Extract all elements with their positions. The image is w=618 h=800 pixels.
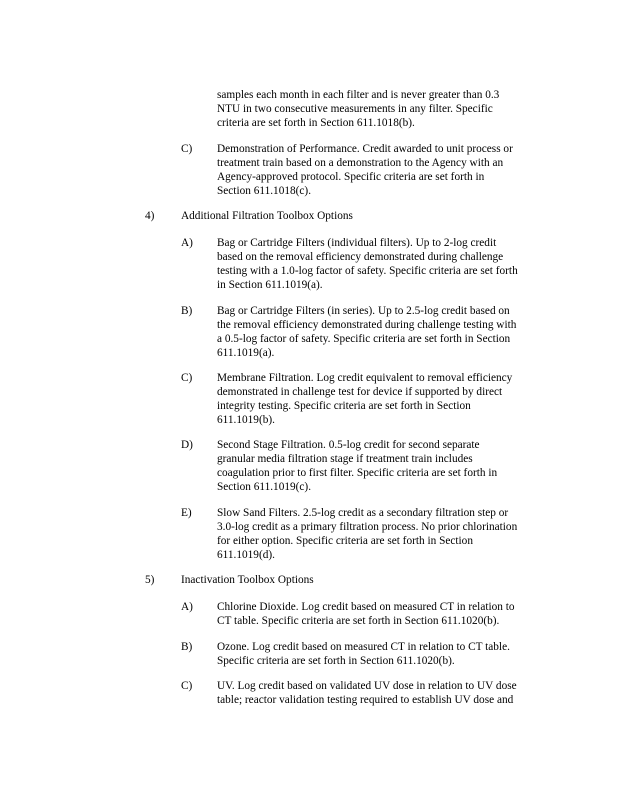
section-4-item-e-text: Slow Sand Filters. 2.5-log credit as a secondary filtration step or 3.0-log credit as a primary filtration process. No prior chlorination for either option. Specific criteria are set forth in Section 611.1019(d). [217, 507, 518, 561]
section-4-item-a-label: A) [181, 237, 193, 249]
section-4-item-d-text: Second Stage Filtration. 0.5-log credit for second separate granular media filtration stage if treatment train includes coagulation prior to first filter. Specific criteria are set forth in Section 611.1019(c). [217, 439, 498, 493]
section-5-item-c-text: UV. Log credit based on validated UV dose in relation to UV dose table; reactor validation testing required to establish UV dose and [217, 680, 517, 706]
section-4-item-c-label: C) [181, 372, 193, 384]
continuation-paragraph: samples each month in each filter and is never greater than 0.3 NTU in two consecutive measurements in any filter. Specific criteria are set forth in Section 611.1018(b). [217, 89, 500, 129]
section-5-heading: Inactivation Toolbox Options [181, 574, 314, 586]
section-4-item-b-text: Bag or Cartridge Filters (in series). Up to 2.5-log credit based on the removal efficiency demonstrated during challenge testing with a 0.5-log factor of safety. Specific criteria are set forth in Section 611.1019(a). [217, 305, 517, 359]
section-4-heading: Additional Filtration Toolbox Options [181, 210, 353, 222]
section-5-label: 5) [145, 574, 155, 586]
section-4-item-e-label: E) [181, 507, 192, 519]
section-5-item-a-label: A) [181, 601, 193, 613]
section-5-item-a-text: Chlorine Dioxide. Log credit based on measured CT in relation to CT table. Specific criteria are set forth in Section 611.1020(b). [217, 601, 515, 627]
section-5-item-c-label: C) [181, 680, 193, 692]
section-4-item-a-text: Bag or Cartridge Filters (individual filters). Up to 2-log credit based on the removal efficiency demonstrated during challenge testing with a 1.0-log factor of safety. Specific criteria are set forth in Section 611.1019(a). [217, 237, 518, 291]
section-5-item-b-text: Ozone. Log credit based on measured CT in relation to CT table. Specific criteria are set forth in Section 611.1020(b). [217, 641, 510, 667]
section-5-item-b-label: B) [181, 641, 193, 653]
section-4-item-c-text: Membrane Filtration. Log credit equivalent to removal efficiency demonstrated in challenge test for device if supported by direct integrity testing. Specific criteria are set forth in Section 611.1019(b). [217, 372, 513, 426]
section-4-item-b-label: B) [181, 305, 193, 317]
item-label-demo: C) [181, 143, 193, 155]
section-4-label: 4) [145, 210, 155, 222]
section-4-item-d-label: D) [181, 439, 193, 451]
item-text-demo: Demonstration of Performance. Credit awarded to unit process or treatment train based on a demonstration to the Agency with an Agency-approved protocol. Specific criteria are set forth in Section 611.1018(c). [217, 143, 513, 197]
